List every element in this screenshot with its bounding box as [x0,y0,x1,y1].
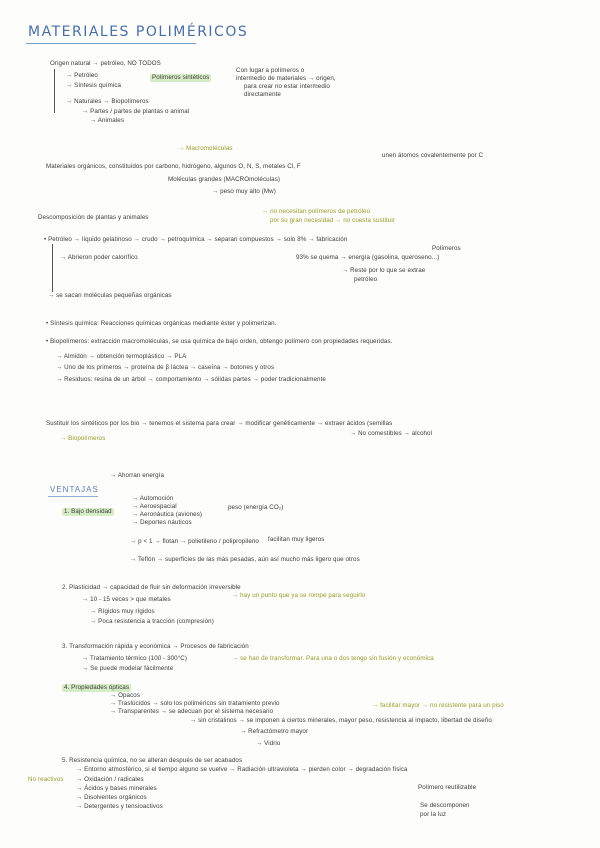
synthesis-l4: → Uno de los primeros → proteína de β láctea → caseína → botones y otros [56,364,275,371]
origin-line: Origen natural → petróleo, NO TODOS [50,60,161,67]
origin-b-box: Polímeros sintéticos [152,74,210,81]
ventaja-5c: → Ácidos y bases minerales [76,785,157,792]
petroleum-note2: por su gran necesidad → no cuesta sustituir [270,217,396,224]
ventaja-4a: → Opacos [110,692,141,699]
organic-sub2: → peso muy alto (Mw) [212,188,276,195]
ventaja-2a: → 10 - 15 veces > que metales [82,596,171,603]
bio-sub: → Biopolímeros [60,435,106,442]
ventaja-3b: → Se puede modelar fácilmente [82,665,174,672]
ventaja-1d: → Deportes náuticos [132,519,192,526]
organic-line: Materiales orgánicos, constituidos por carbono, hidrógeno, algunos O, N, S, metales Cl, F [46,163,301,170]
ventajas-heading: VENTAJAS [50,485,99,494]
petroleum-poly: Polímeros [432,245,461,252]
organic-sub: Moléculas grandes (MACROmoléculas) [168,176,281,183]
origin-c2: → Animales [90,117,125,124]
ventaja-4f: → Vidrio [256,740,281,747]
synthesis-l3: → Almidón → obtención termoplástico → PLA [56,353,187,360]
ventaja-4b: → Traslúcidos → solo los poliméricos sin tratamiento previo [110,700,280,707]
ventaja-5-right1: Polímero reutilizable [418,784,477,791]
origin-bracket [54,69,55,113]
synthesis-l5: → Residuos: resina de un árbol → comportamiento → sólidas partes → poder tradicionalmente [56,376,326,383]
origin-note3: para crear no estar intermedio [244,83,330,90]
petroleum-bracket [52,244,53,292]
bio-line: Sustituir los sintéticos por los bio → tenemos el sistema para crear → modificar genéticamente → extraer ácidos (semillas [46,420,393,427]
ventaja-4c: → Transparentes → se adecuan por el sistema necesario [110,708,274,715]
petroleum-pct: 93% se quema → energía (gasolina, queroseno...) [296,254,440,261]
petroleum-decomp: Descomposición de plantas y animales [38,214,149,221]
ventaja-2-note: → hay un punto que ya se rompe para seguirlo [232,592,366,599]
organic-tail: unen átomos covalentemente por C [382,152,484,159]
ventaja-2c: → Poca resistencia a tracción (compresión) [90,618,214,625]
synthesis-line1: • Síntesis química: Reacciones químicas orgánicas mediante éster y polimerizan. [46,320,277,327]
ventaja-4: 4. Propiedades ópticas [64,684,130,691]
origin-note: Con lugar a polímeros o [236,67,305,74]
ventaja-1b: → Aeroespacial [132,503,177,510]
ventaja-2b: → Rígidos muy rígidos [90,608,155,615]
ventaja-1g: → Teflón → superficies de las más pesadas, aún así mucho más ligero que otros [130,556,360,563]
petroleum-main: • Petróleo → líquido gelatinoso → crudo → petroquímica → separan compuestos → solo 8% → fabricación [44,236,348,243]
ventaja-4-note: → facilitar mayor → no resistente para un piso [372,702,504,709]
ventaja-1: 1. Bajo densidad [64,508,112,515]
ventaja-1e: peso (energía CO₂) [228,504,284,511]
origin-note2: intermedio de materiales → origen, [236,75,336,82]
petroleum-note1: → no necesitan polímeros de petróleo [262,208,371,215]
ventaja-5-right2: Se descomponen [420,802,470,809]
ventaja-5: 5. Resistencia química, no se alteran después de ser acabados [62,757,243,764]
ventajas-energy: → Ahorran energía [110,472,164,479]
ventaja-1f: → p < 1 → flotan → polietileno / polipropileno [130,538,259,545]
petroleum-reuse: → Reste por lo que se extrae [342,267,426,274]
petroleum-bottom: → se sacan moléculas pequeñas orgánicas [48,292,172,299]
origin-a: → Petróleo [66,72,98,79]
ventaja-3-note: → se han de transformar. Para una o dos tengo sin fusión y económica [232,655,434,662]
synthesis-line2: • Biopolímeros: extracción macromoléculas, se usa química de bajo orden, obtengo polímero con propiedades requeridas. [46,338,393,345]
origin-b: → Síntesis química [66,82,122,89]
ventaja-5-right3: por la luz [420,811,447,818]
ventaja-2: 2. Plasticidad → capacidad de fluir sin deformación irreversible [62,584,241,591]
origin-c: → Naturales → Biopolímeros [66,98,149,105]
ventaja-1h: facilitan muy ligeros [268,536,325,543]
ventaja-3a: → Tratamiento térmico (100 - 300°C) [82,655,188,662]
title-underline [26,43,196,44]
ventaja-3: 3. Transformación rápida y económica → Procesos de fabricación [62,643,249,650]
ventaja-4e: → Refractómetro mayor [240,728,309,735]
origin-note4: directamente [244,91,281,98]
bio-sub2: → No comestibles → alcohol [350,430,433,437]
ventaja-5d: → Disolventes orgánicos [76,794,147,801]
ventaja-5a: → Entorno atmosférico, si el tiempo alguno se vuelve → Radiación ultravioleta → pierden color → degradación física [76,766,408,773]
ventaja-5b: → Oxidación / radicales [76,776,144,783]
ventajas-underline [48,496,98,497]
ventaja-5-side: No reactivos [28,776,64,783]
ventaja-4d: → sin cristalinos → se imponen a ciertos minerales, mayor peso, resistencia al impacto, libertad de diseño [190,717,492,724]
ventaja-1a: → Automoción [132,495,174,502]
petroleum-sub: → Abrieron poder calorífico [60,254,138,261]
page-title: MATERIALES POLIMÉRICOS [28,24,249,40]
origin-c1: → Partes / partes de plantas o animal [82,108,190,115]
petroleum-reuse2: petróleo [354,276,378,283]
ventaja-5e: → Detergentes y tensioactivos [76,803,163,810]
ventaja-1c: → Aeronáutica (aviones) [132,511,203,518]
organic-top: → Macromoléculas [178,145,233,152]
